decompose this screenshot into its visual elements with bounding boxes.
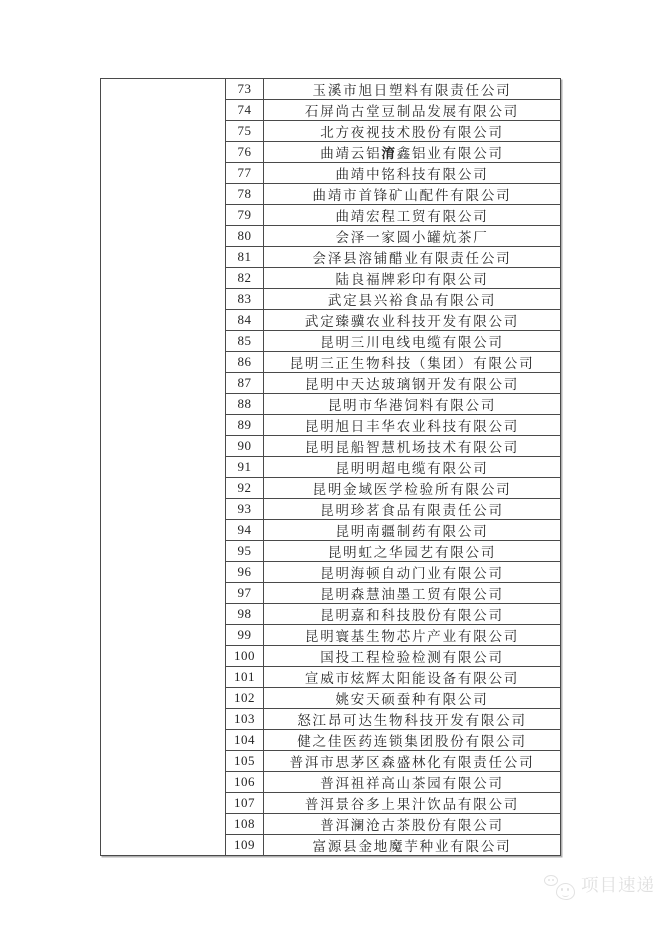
row-number-cell: 83 [226,289,264,310]
row-number-cell: 73 [226,79,264,100]
row-number-cell: 100 [226,646,264,667]
company-name-cell: 普洱景谷多上果汁饮品有限公司 [264,793,561,814]
wechat-chat-face-icon [544,872,575,900]
company-name-cell: 昆明三正生物科技（集团）有限公司 [264,352,561,373]
row-number-cell: 98 [226,604,264,625]
row-number-cell: 104 [226,730,264,751]
empty-category-cell [101,79,226,856]
row-number-cell: 80 [226,226,264,247]
company-name-cell: 昆明旭日丰华农业科技有限公司 [264,415,561,436]
company-name-cell: 石屏尚古堂豆制品发展有限公司 [264,100,561,121]
company-name-cell: 昆明昆船智慧机场技术有限公司 [264,436,561,457]
company-name-cell: 昆明海顿自动门业有限公司 [264,562,561,583]
table-row [101,79,561,100]
row-number-cell: 99 [226,625,264,646]
company-name-cell: 曲靖宏程工贸有限公司 [264,205,561,226]
company-name-cell: 昆明金域医学检验所有限公司 [264,478,561,499]
row-number-cell: 77 [226,163,264,184]
row-number-cell: 81 [226,247,264,268]
row-number-cell: 74 [226,100,264,121]
company-table [100,78,561,856]
row-number-cell: 79 [226,205,264,226]
company-name-cell: 姚安天硕蚕种有限公司 [264,688,561,709]
company-name-cell: 昆明虹之华园艺有限公司 [264,541,561,562]
company-name-cell: 曲靖市首锋矿山配件有限公司 [264,184,561,205]
company-table-body [101,79,561,856]
company-name-cell: 玉溪市旭日塑料有限责任公司 [264,79,561,100]
company-name-cell: 宣威市炫辉太阳能设备有限公司 [264,667,561,688]
company-name-cell: 武定县兴裕食品有限公司 [264,289,561,310]
company-name-cell: 健之佳医药连锁集团股份有限公司 [264,730,561,751]
company-name-cell: 昆明明超电缆有限公司 [264,457,561,478]
row-number-cell: 86 [226,352,264,373]
company-name-cell: 武定臻骥农业科技开发有限公司 [264,310,561,331]
row-number-cell: 101 [226,667,264,688]
company-name-cell: 昆明中天达玻璃钢开发有限公司 [264,373,561,394]
row-number-cell: 82 [226,268,264,289]
row-number-cell: 85 [226,331,264,352]
company-name-cell: 昆明森慧油墨工贸有限公司 [264,583,561,604]
row-number-cell: 88 [226,394,264,415]
row-number-cell: 76 [226,142,264,163]
company-name-cell: 昆明南疆制药有限公司 [264,520,561,541]
watermark-label: 项目速递 [581,875,655,896]
company-name-cell: 国投工程检验检测有限公司 [264,646,561,667]
row-number-cell: 103 [226,709,264,730]
company-name-cell: 会泽一家圆小罐炕茶厂 [264,226,561,247]
row-number-cell: 78 [226,184,264,205]
row-number-cell: 97 [226,583,264,604]
smiley-face-icon [556,883,575,900]
row-number-cell: 84 [226,310,264,331]
row-number-cell: 106 [226,772,264,793]
row-number-cell: 95 [226,541,264,562]
row-number-cell: 92 [226,478,264,499]
row-number-cell: 105 [226,751,264,772]
company-name-cell: 曲靖云铝淯鑫铝业有限公司 [264,142,561,163]
row-number-cell: 90 [226,436,264,457]
company-name-cell: 普洱澜沧古茶股份有限公司 [264,814,561,835]
row-number-cell: 108 [226,814,264,835]
speech-bubble-icon [544,875,558,886]
company-name-cell: 怒江昂可达生物科技开发有限公司 [264,709,561,730]
company-name-cell: 会泽县溶铺醋业有限责任公司 [264,247,561,268]
row-number-cell: 91 [226,457,264,478]
company-name-cell: 北方夜视技术股份有限公司 [264,121,561,142]
row-number-cell: 93 [226,499,264,520]
company-name-cell: 昆明嘉和科技股份有限公司 [264,604,561,625]
company-name-cell: 陆良福牌彩印有限公司 [264,268,561,289]
company-name-cell: 普洱祖祥高山茶园有限公司 [264,772,561,793]
company-name-cell: 富源县金地魔芋种业有限公司 [264,835,561,856]
row-number-cell: 75 [226,121,264,142]
company-name-cell: 昆明珍茗食品有限责任公司 [264,499,561,520]
row-number-cell: 109 [226,835,264,856]
company-name-cell: 普洱市思茅区森盛林化有限责任公司 [264,751,561,772]
company-name-cell: 曲靖中铭科技有限公司 [264,163,561,184]
row-number-cell: 107 [226,793,264,814]
row-number-cell: 87 [226,373,264,394]
row-number-cell: 94 [226,520,264,541]
row-number-cell: 102 [226,688,264,709]
watermark [544,872,655,900]
company-name-cell: 昆明三川电线电缆有限公司 [264,331,561,352]
row-number-cell: 96 [226,562,264,583]
row-number-cell: 89 [226,415,264,436]
company-name-cell: 昆明市华港饲料有限公司 [264,394,561,415]
company-name-cell: 昆明寰基生物芯片产业有限公司 [264,625,561,646]
